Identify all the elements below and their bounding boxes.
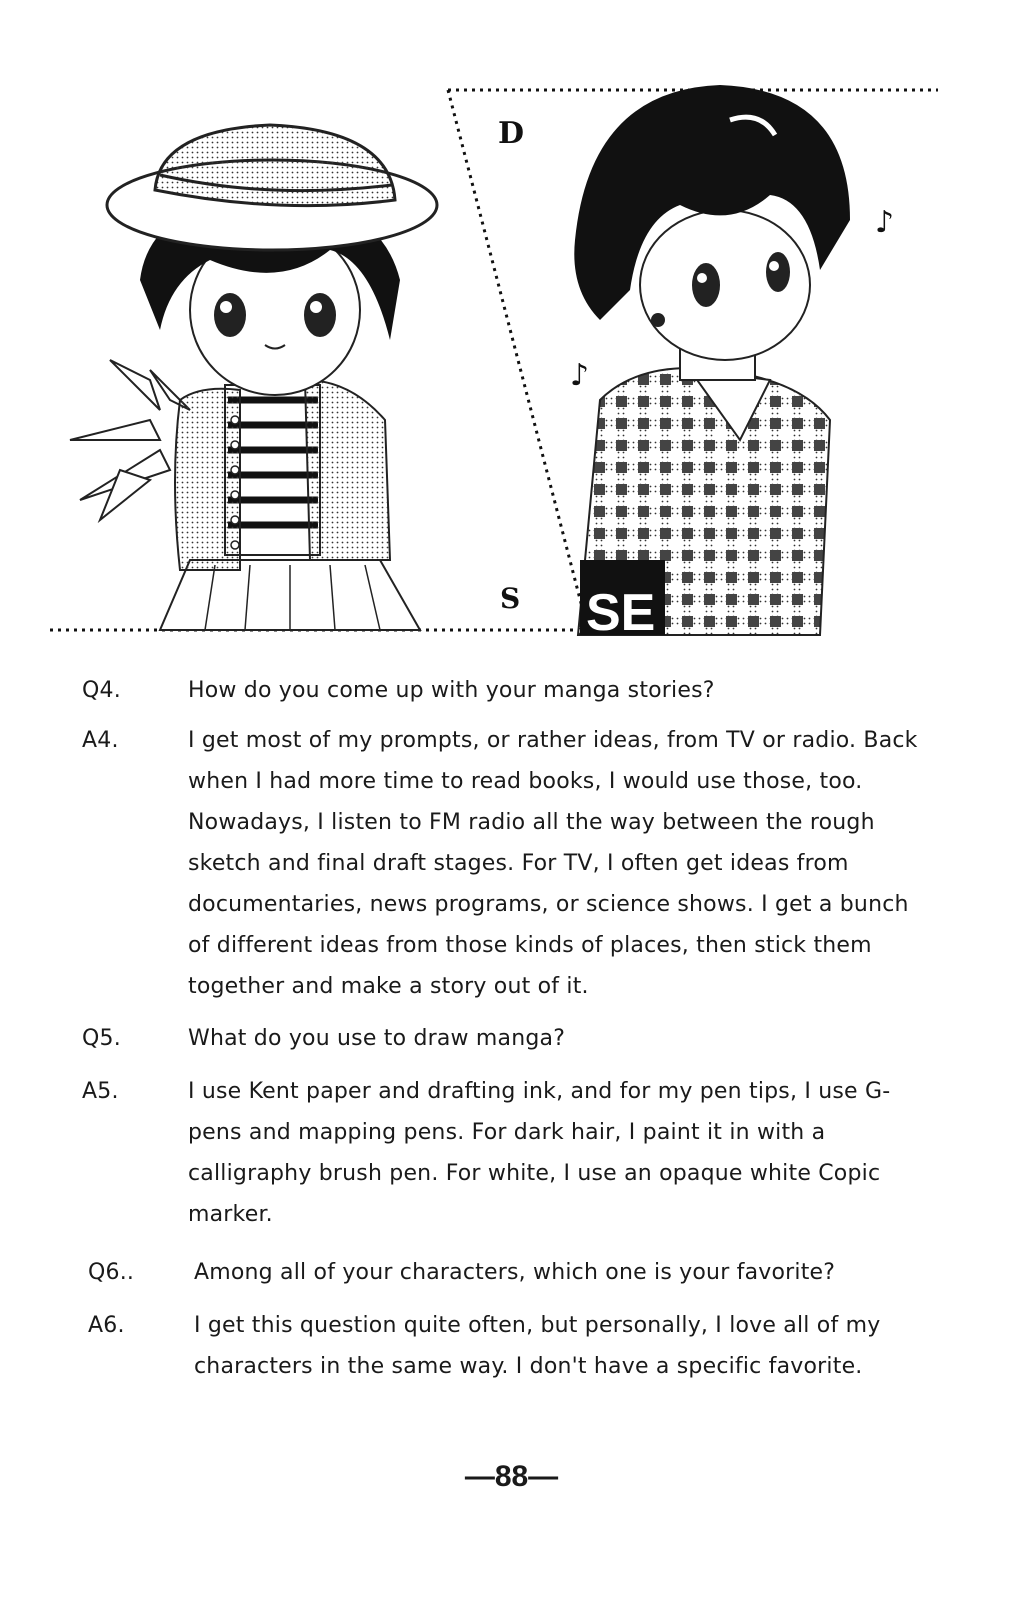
answer-text: I use Kent paper and drafting ink, and for my pen tips, I use G-pens and mapping pens. For dark hair, I paint it in with a calligraphy brush pen. For white, I use an opaque white Copic marker. xyxy=(188,1079,891,1227)
manga-illustration xyxy=(0,0,1023,660)
question-5 xyxy=(82,1018,942,1059)
answer-label: A6. xyxy=(88,1313,125,1338)
music-note-icon: ♪ xyxy=(875,205,895,240)
question-4 xyxy=(82,670,942,711)
question-text: How do you come up with your manga stories? xyxy=(188,678,715,703)
question-text: What do you use to draw manga? xyxy=(188,1026,566,1051)
frame-diagonal-line xyxy=(448,90,588,630)
answer-text: I get most of my prompts, or rather ideas, from TV or radio. Back when I had more time to read books, I would use those, too. Nowadays, I listen to FM radio all the way between the rough sketch and final draft stages. For TV, I often get ideas from documentaries, news programs, or science shows. I get a bunch of different ideas from those kinds of places, then stick them together and make a story out of it. xyxy=(188,728,918,999)
page-number: —88— xyxy=(464,1460,559,1493)
lily-flowers xyxy=(70,360,190,520)
boy-character xyxy=(574,85,850,635)
frame-letter-s: S xyxy=(500,582,521,615)
question-label: Q6.. xyxy=(88,1260,135,1285)
answer-label: A5. xyxy=(82,1079,119,1104)
question-label: Q5. xyxy=(82,1026,121,1051)
answer-6 xyxy=(88,1305,948,1389)
frame-letter-d: D xyxy=(498,116,525,151)
answer-label: A4. xyxy=(82,728,119,753)
answer-4 xyxy=(82,720,942,999)
question-text: Among all of your characters, which one is your favorite? xyxy=(194,1260,836,1285)
question-6 xyxy=(88,1252,948,1293)
girl-character xyxy=(70,125,437,630)
answer-text: I get this question quite often, but personally, I love all of my characters in the same way. I don't have a specific favorite. xyxy=(194,1313,881,1379)
question-label: Q4. xyxy=(82,678,121,703)
jacket-patch-text: SE xyxy=(586,584,656,642)
answer-5 xyxy=(82,1071,942,1227)
music-note-icon: ♪ xyxy=(570,358,590,393)
